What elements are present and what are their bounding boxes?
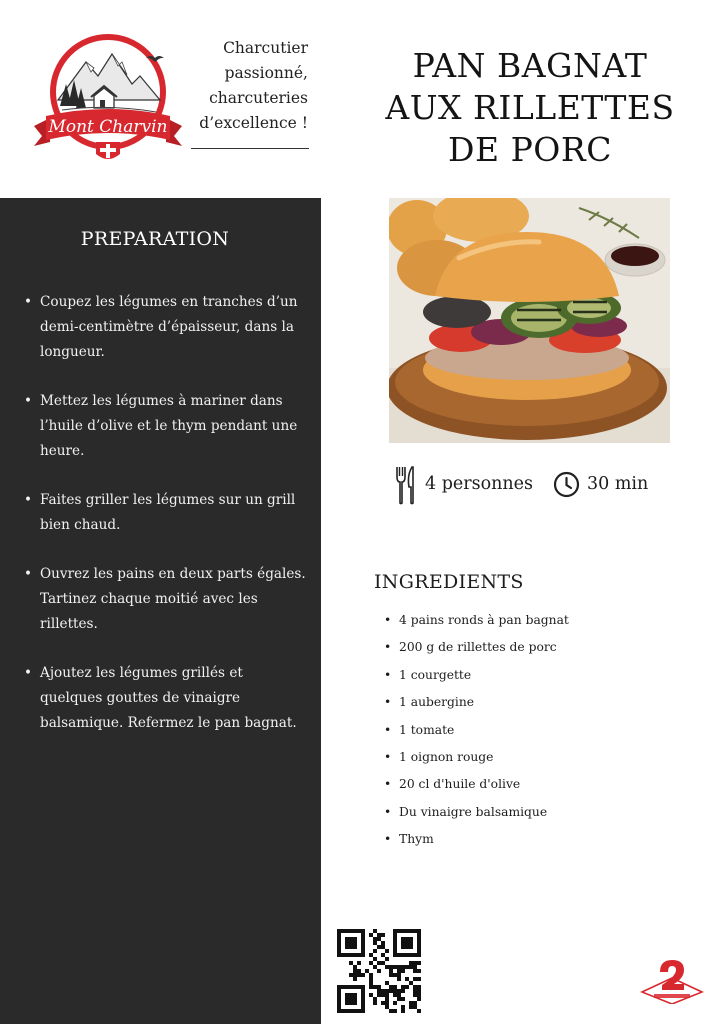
preparation-step: • Ajoutez les légumes grillés et quelques gouttes de vinaigre balsamique. Refermez le pan bagnat. [22,661,306,736]
preparation-steps [22,290,306,760]
title-line: AUX RILLETTES [385,88,675,127]
ingredients-heading: INGREDIENTS [374,571,524,593]
preparation-step: • Faites griller les légumes sur un grill bien chaud. [22,488,306,538]
qr-code [337,929,421,1013]
duration-label: 30 min [587,474,649,494]
logo-brand-name: Mont Charvin [48,117,168,137]
ingredient-item: • 200 g de rillettes de porc [384,637,684,664]
fork-knife-icon [395,465,417,505]
title-line: PAN BAGNAT [412,46,648,85]
ingredient-item: • 20 cl d'huile d'olive [384,774,684,801]
recipe-title [360,45,700,171]
maitre-artisan-logo [640,958,704,1004]
clock-icon [553,471,580,498]
ingredient-item: • Thym [384,829,684,856]
servings-label: 4 personnes [425,474,534,494]
title-line: DE PORC [448,130,612,169]
preparation-step: • Coupez les légumes en tranches d’un demi-centimètre d’épaisseur, dans la longueur. [22,290,306,365]
ingredient-item: • 4 pains ronds à pan bagnat [384,610,684,637]
ingredient-item: • Du vinaigre balsamique [384,802,684,829]
preparation-step: • Ouvrez les pains en deux parts égales. Tartinez chaque moitié avec les rillettes. [22,562,306,637]
ingredients-list [384,610,684,857]
ingredient-item: • 1 tomate [384,720,684,747]
ingredient-item: • 1 aubergine [384,692,684,719]
ingredient-item: • 1 oignon rouge [384,747,684,774]
preparation-heading: PREPARATION [80,228,230,250]
tagline-divider [191,148,309,149]
ingredient-item: • 1 courgette [384,665,684,692]
preparation-step: • Mettez les légumes à mariner dans l’huile d’olive et le thym pendant une heure. [22,389,306,464]
brand-tagline [190,36,308,136]
tagline-line: Charcutier [223,39,308,57]
pan-bagnat-photo [389,198,670,443]
tagline-line: passionné, [224,64,308,82]
mont-charvin-logo [28,30,188,170]
tagline-line: d’excellence ! [199,114,308,132]
tagline-line: charcuteries [209,89,308,107]
